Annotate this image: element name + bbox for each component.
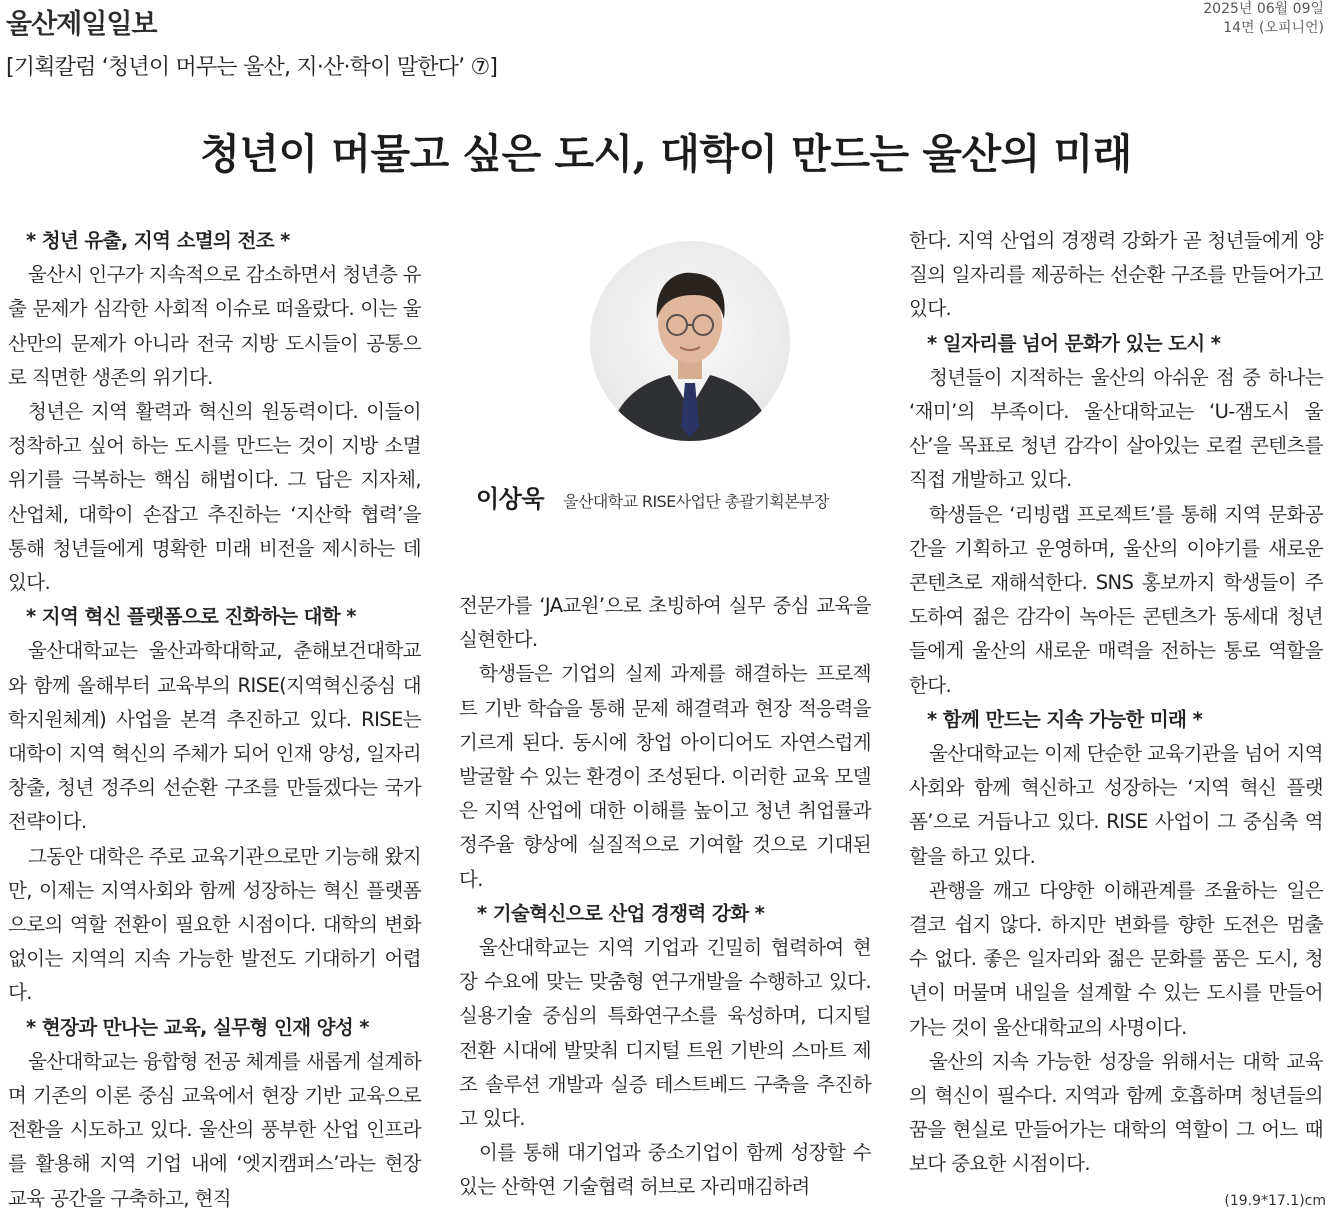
publication-date: 2025년 06월 09일: [1203, 1, 1324, 17]
paragraph: 한다. 지역 산업의 경쟁력 강화가 곧 청년들에게 양질의 일자리를 제공하는 선순환 구조를 만들어가고 있다.: [909, 229, 1323, 321]
paragraph: 울산대학교는 융합형 전공 체계를 새롭게 설계하며 기존의 이론 중심 교육에서 현장 기반 교육으로 전환을 시도하고 있다. 울산의 풍부한 산업 인프라를 활용해 지역 기업 내에 ‘엣지캠퍼스’라는 현장 교육 공간을 구축하고, 현직: [8, 1049, 421, 1210]
paragraph: 전문가를 ‘JA교원’으로 초빙하여 실무 중심 교육을 실현한다.: [459, 594, 871, 652]
paragraph: 청년들이 지적하는 울산의 아쉬운 점 중 하나는 ‘재미’의 부족이다. 울산대학교는 ‘U-잼도시 울산’을 목표로 청년 감각이 살아있는 로컬 콘텐츠를 직접 개발하고 있다.: [909, 365, 1323, 492]
series-title: [기획칼럼 ‘청년이 머무는 울산, 지·산·학이 말한다’ ⑦]: [6, 55, 498, 80]
paragraph: 울산대학교는 지역 기업과 긴밀히 협력하여 현장 수요에 맞는 맞춤형 연구개발을 수행하고 있다. 실용기술 중심의 특화연구소를 육성하며, 디지털 전환 시대에 발맞춰 디지털 트윈 기반의 스마트 제조 솔루션 개발과 실증 테스트베드 구축을 추진하고 있다.: [459, 936, 871, 1131]
article-column-3: [909, 224, 1323, 1182]
paragraph: 그동안 대학은 주로 교육기관으로만 기능해 왔지만, 이제는 지역사회와 함께 성장하는 혁신 플랫폼으로의 역할 전환이 필요한 시점이다. 대학의 변화 없이는 지역의 지속 가능한 발전도 기대하기 어렵다.: [8, 844, 421, 1005]
paragraph: 울산의 지속 가능한 성장을 위해서는 대학 교육의 혁신이 필수다. 지역과 함께 호흡하며 청년들의 꿈을 현실로 만들어가는 대학의 역할이 그 어느 때보다 중요한 시점이다.: [909, 1049, 1323, 1176]
author-byline: [476, 479, 829, 514]
page-section: 14면 (오피니언): [1223, 20, 1324, 36]
author-name: 이상욱: [476, 485, 545, 513]
author-photo: [590, 241, 790, 441]
subheading: * 기술혁신으로 산업 경쟁력 강화 *: [477, 901, 765, 925]
newspaper-masthead: 울산제일일보: [6, 9, 157, 40]
article-column-1: [8, 224, 421, 1216]
paragraph: 이를 통해 대기업과 중소기업이 함께 성장할 수 있는 산학연 기술협력 허브로 자리매김하려: [459, 1141, 871, 1199]
article-headline: 청년이 머물고 싶은 도시, 대학이 만드는 울산의 미래: [200, 130, 1132, 178]
article-column-2: [459, 589, 871, 1205]
paragraph: 울산대학교는 울산과학대학교, 춘해보건대학교와 함께 올해부터 교육부의 RISE(지역혁신중심 대학지원체계) 사업을 본격 추진하고 있다. RISE는 대학이 지역 혁신의 주체가 되어 인재 양성, 일자리 창출, 청년 정주의 선순환 구조를 만들겠다는 국가 전략이다.: [8, 639, 421, 834]
paragraph: 울산대학교는 이제 단순한 교육기관을 넘어 지역사회와 함께 혁신하고 성장하는 ‘지역 혁신 플랫폼’으로 거듭나고 있다. RISE 사업이 그 중심축 역할을 하고 있다.: [909, 742, 1323, 868]
subheading: * 일자리를 넘어 문화가 있는 도시 *: [927, 331, 1221, 355]
paragraph: 학생들은 기업의 실제 과제를 해결하는 프로젝트 기반 학습을 통해 문제 해결력과 현장 적응력을 기르게 된다. 동시에 창업 아이디어도 자연스럽게 발굴할 수 있는 환경이 조성된다. 이러한 교육 모델은 지역 산업에 대한 이해를 높이고 청년 취업률과 정주율 향상에 실질적으로 기여할 것으로 기대된다.: [459, 662, 871, 891]
paragraph: 청년은 지역 활력과 혁신의 원동력이다. 이들이 정착하고 싶어 하는 도시를 만드는 것이 지방 소멸 위기를 극복하는 핵심 해법이다. 그 답은 지자체, 산업체, 대학이 손잡고 추진하는 ‘지산학 협력’을 통해 청년들에게 명확한 미래 비전을 제시하는 데 있다.: [8, 400, 421, 595]
article-size-note: (19.9*17.1)cm: [1224, 1193, 1326, 1209]
paragraph: 울산시 인구가 지속적으로 감소하면서 청년층 유출 문제가 심각한 사회적 이슈로 떠올랐다. 이는 울산만의 문제가 아니라 전국 지방 도시들이 공통으로 직면한 생존의 위기다.: [8, 263, 421, 389]
dateline: [1203, 0, 1324, 38]
paragraph: 관행을 깨고 다양한 이해관계를 조율하는 일은 결코 쉽지 않다. 하지만 변화를 향한 도전은 멈출 수 없다. 좋은 일자리와 젊은 문화를 품은 도시, 청년이 머물며 내일을 설계할 수 있는 도시를 만들어가는 것이 울산대학교의 사명이다.: [909, 878, 1323, 1039]
subheading: * 지역 혁신 플랫폼으로 진화하는 대학 *: [26, 605, 356, 629]
author-portrait-image: [590, 241, 790, 441]
paragraph: 학생들은 ‘리빙랩 프로젝트’를 통해 지역 문화공간을 기획하고 운영하며, 울산의 이야기를 새로운 콘텐츠로 재해석한다. SNS 홍보까지 학생들이 주도하여 젊은 감각이 녹아든 콘텐츠가 동세대 청년들에게 울산의 새로운 매력을 전하는 통로 역할을 한다.: [909, 502, 1323, 697]
subheading: * 현장과 만나는 교육, 실무형 인재 양성 *: [26, 1015, 369, 1039]
subheading: * 함께 만드는 지속 가능한 미래 *: [927, 707, 1203, 731]
subheading: * 청년 유출, 지역 소멸의 전조 *: [26, 229, 290, 252]
author-title: 울산대학교 RISE사업단 총괄기획본부장: [563, 492, 829, 511]
